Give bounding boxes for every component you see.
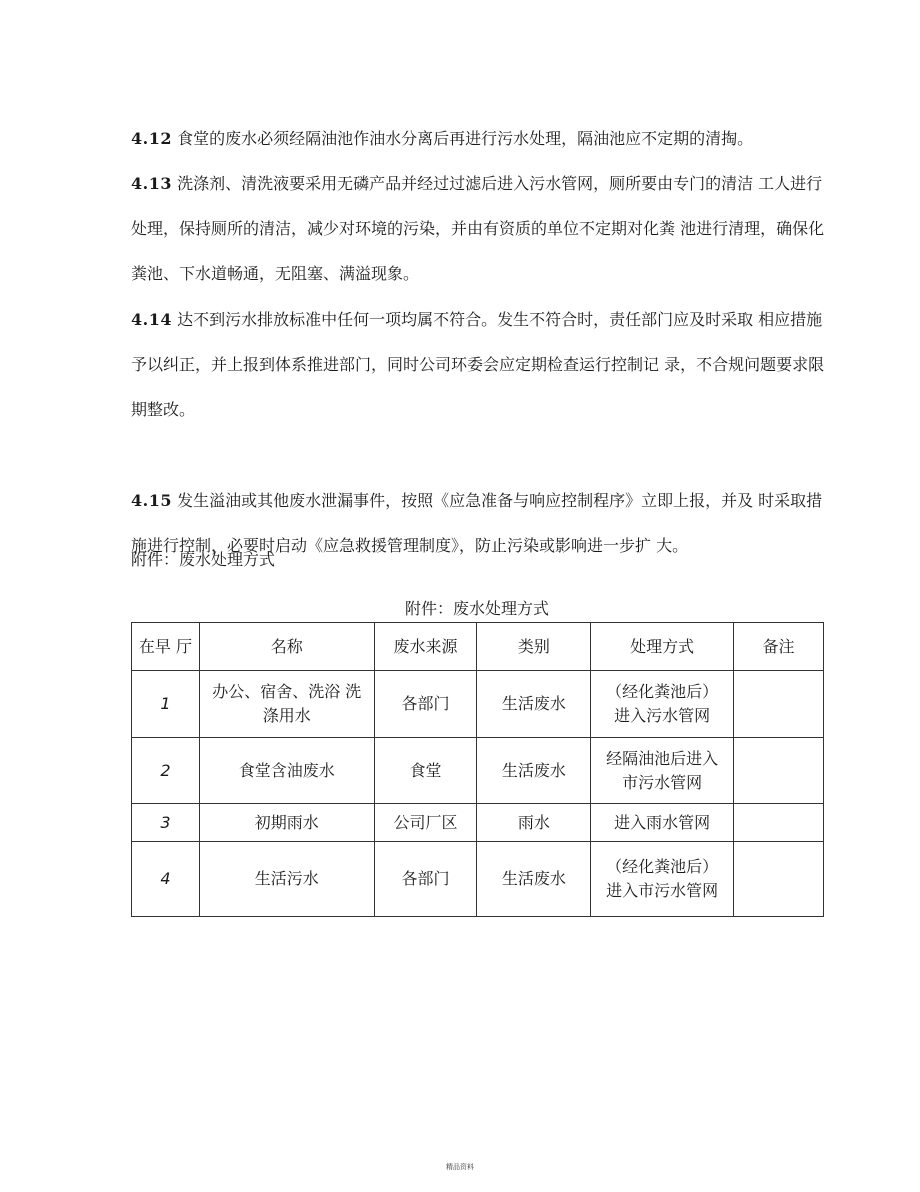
row-method: （经化粪池后） 进入市污水管网 (591, 842, 734, 917)
clause-number: 4.15 (131, 491, 172, 510)
clause-text: 食堂的废水必须经隔油池作油水分离后再进行污水处理，隔油池应不定期的清掏。 (177, 129, 754, 148)
page-footer: 精品资料 (446, 1163, 474, 1171)
clause-text: 洗涤剂、清洗液要采用无磷产品并经过过滤后进入污水管网，厕所要由专门的清洁 工人进行处理，保持厕所的清洁，减少对环境的污染，并由有资质的单位不定期对化粪 池进行清理，确保化粪池、下水道畅通，无阻塞、满溢现象。 (131, 174, 825, 283)
header-category: 类别 (477, 623, 591, 671)
row-index: 1 (132, 671, 200, 738)
paragraph-4-12 (131, 116, 831, 161)
clause-text: 发生溢油或其他废水泄漏事件，按照《应急准备与响应控制程序》立即上报，并及 时采取措施进行控制，必要时启动《应急救援管理制度》，防止污染或影响进一步扩 大。 (131, 491, 823, 555)
row-category: 生活废水 (477, 738, 591, 804)
row-source: 各部门 (374, 842, 477, 917)
row-category: 生活废水 (477, 842, 591, 917)
row-index: 3 (132, 804, 200, 842)
header-source: 废水来源 (374, 623, 477, 671)
row-source: 公司厂区 (374, 804, 477, 842)
clause-number: 4.14 (131, 310, 172, 329)
row-source: 各部门 (374, 671, 477, 738)
row-method: 经隔油池后进入 市污水管网 (591, 738, 734, 804)
row-index: 2 (132, 738, 200, 804)
clause-number: 4.13 (131, 174, 172, 193)
row-method: （经化粪池后） 进入污水管网 (591, 671, 734, 738)
table-row (132, 671, 824, 738)
row-category: 雨水 (477, 804, 591, 842)
header-name: 名称 (199, 623, 374, 671)
attachment-label: 附件：废水处理方式 (131, 550, 276, 569)
header-note: 备注 (734, 623, 824, 671)
clause-text: 达不到污水排放标准中任何一项均属不符合。发生不符合时，责任部门应及时采取 相应措施予以纠正，并上报到体系推进部门，同时公司环委会应定期检查运行控制记 录，不合规问题要求限期整改。 (131, 310, 825, 419)
table-row (132, 738, 824, 804)
header-index: 在早 厅 (132, 623, 200, 671)
table-caption: 附件：废水处理方式 (404, 599, 549, 618)
row-note (734, 804, 824, 842)
row-name: 初期雨水 (199, 804, 374, 842)
row-method: 进入雨水管网 (591, 804, 734, 842)
row-note (734, 671, 824, 738)
row-name: 生活污水 (199, 842, 374, 917)
wastewater-table (131, 622, 824, 917)
paragraph-4-14 (131, 297, 831, 432)
row-name: 办公、宿舍、洗浴 洗涤用水 (199, 671, 374, 738)
row-index: 4 (132, 842, 200, 917)
paragraph-4-13 (131, 161, 831, 296)
clause-number: 4.12 (131, 129, 172, 148)
row-note (734, 842, 824, 917)
row-note (734, 738, 824, 804)
table-row (132, 804, 824, 842)
table-header-row (132, 623, 824, 671)
row-source: 食堂 (374, 738, 477, 804)
header-method: 处理方式 (591, 623, 734, 671)
table-row (132, 842, 824, 917)
row-category: 生活废水 (477, 671, 591, 738)
row-name: 食堂含油废水 (199, 738, 374, 804)
